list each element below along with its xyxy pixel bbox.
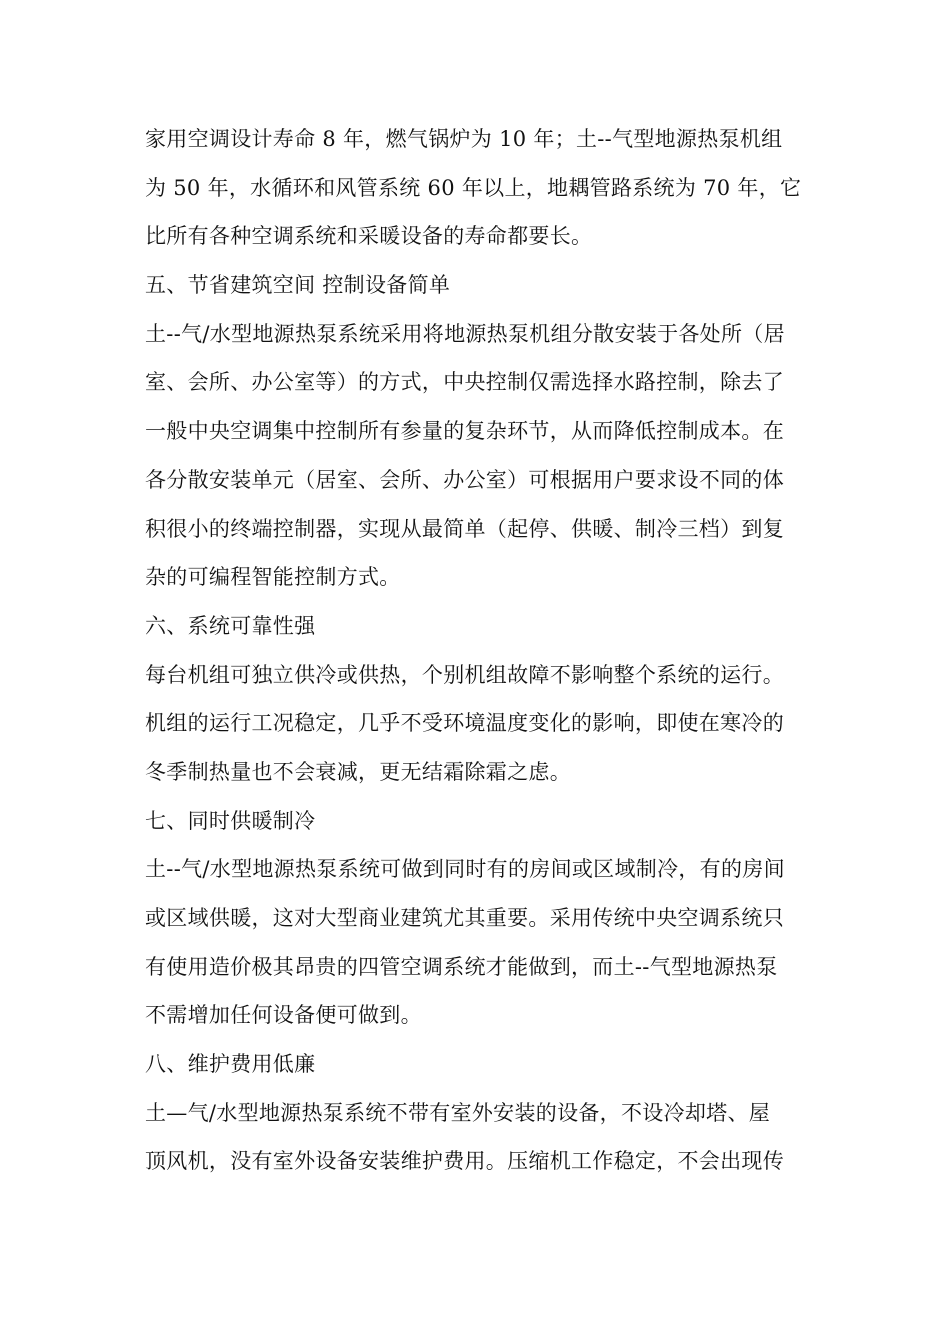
body-text-line: 家用空调设计寿命 8 年，燃气锅炉为 10 年；土--气型地源热泵机组: [145, 127, 783, 151]
body-text-line: 室、会所、办公室等）的方式，中央控制仅需选择水路控制，除去了: [145, 370, 784, 395]
body-text-line: 土--气/水型地源热泵系统可做到同时有的房间或区域制冷，有的房间: [145, 857, 785, 882]
section-heading-6: 六、系统可靠性强: [145, 613, 316, 638]
body-text-line: 各分散安装单元（居室、会所、办公室）可根据用户要求设不同的体: [145, 467, 784, 492]
body-text-line: 土--气/水型地源热泵系统采用将地源热泵机组分散安装于各处所（居: [145, 321, 785, 346]
body-text-line: 有使用造价极其昂贵的四管空调系统才能做到，而土--气型地源热泵: [145, 954, 778, 979]
body-text-line: 积很小的终端控制器，实现从最简单（起停、供暖、制冷三档）到复: [145, 516, 784, 541]
body-text-line: 机组的运行工况稳定，几乎不受环境温度变化的影响，即使在寒冷的: [145, 711, 784, 736]
section-heading-8: 八、维护费用低廉: [145, 1052, 316, 1077]
body-text-line: 为 50 年，水循环和风管系统 60 年以上，地耦管路系统为 70 年，它: [145, 175, 802, 200]
section-heading-7: 七、同时供暖制冷: [145, 808, 316, 833]
section-heading-5: 五、节省建筑空间 控制设备简单: [145, 273, 451, 298]
body-text-line: 或区域供暖，这对大型商业建筑尤其重要。采用传统中央空调系统只: [145, 906, 784, 930]
body-text-line: 比所有各种空调系统和采暖设备的寿命都要长。: [145, 224, 593, 249]
body-text-line: 每台机组可独立供冷或供热，个别机组故障不影响整个系统的运行。: [145, 662, 784, 687]
body-text-line: 冬季制热量也不会衰减，更无结霜除霜之虑。: [145, 759, 571, 784]
document-body: [145, 115, 807, 1186]
body-text-line: 土—气/水型地源热泵系统不带有室外安装的设备，不设冷却塔、屋: [145, 1100, 771, 1125]
body-text-line: 一般中央空调集中控制所有参量的复杂环节，从而降低控制成本。在: [145, 419, 784, 444]
body-text-line: 杂的可编程智能控制方式。: [145, 565, 401, 590]
body-text-line: 顶风机，没有室外设备安装维护费用。压缩机工作稳定，不会出现传: [145, 1149, 784, 1174]
body-text-line: 不需增加任何设备便可做到。: [145, 1003, 422, 1028]
